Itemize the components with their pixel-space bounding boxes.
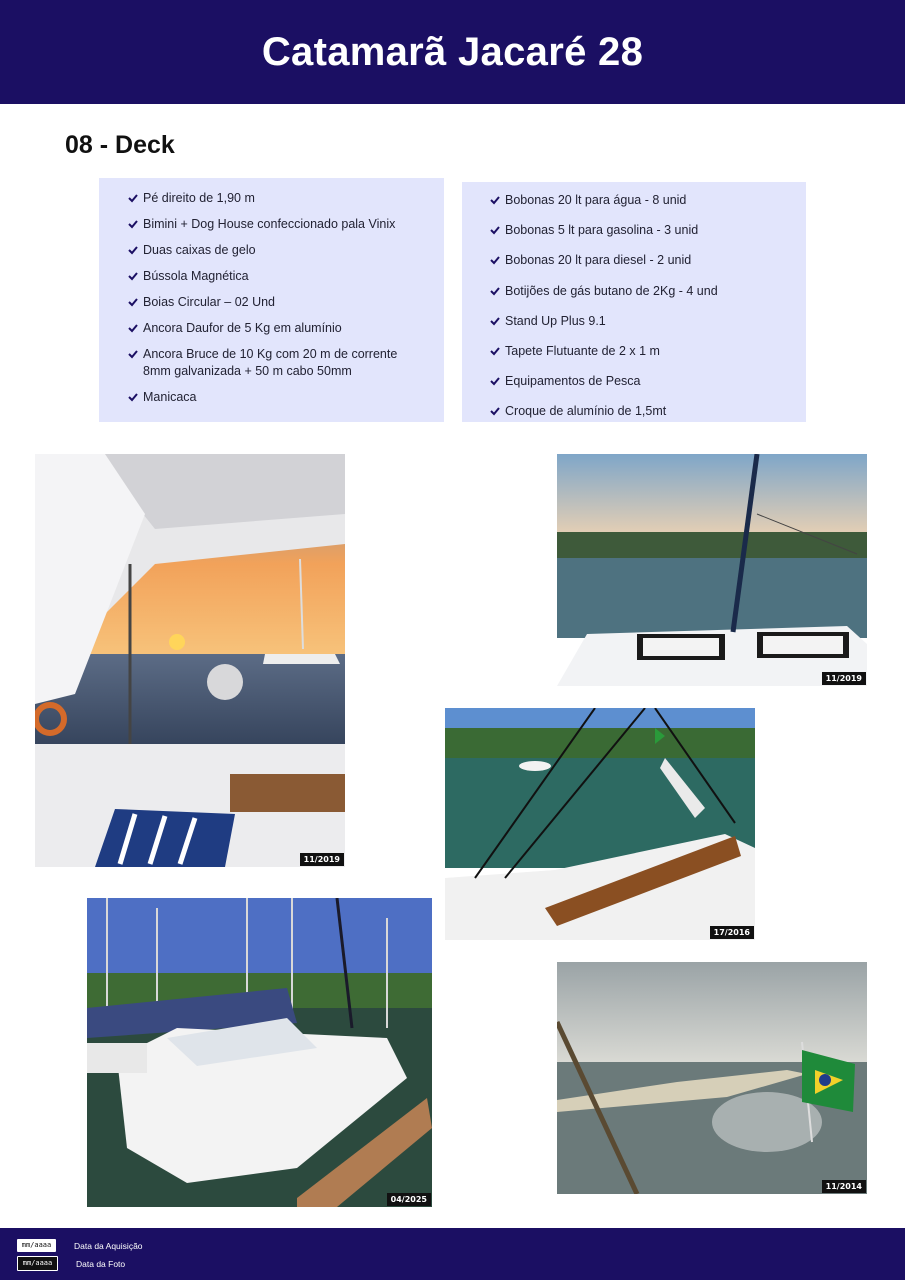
section-title: 08 - Deck <box>65 131 175 159</box>
check-icon <box>490 346 500 356</box>
legend-acquisition-date <box>17 1239 143 1252</box>
list-item: Croque de alumínio de 1,5mt <box>490 403 786 420</box>
list-item: Bobonas 20 lt para água - 8 unid <box>490 192 786 209</box>
list-item: Equipamentos de Pesca <box>490 373 786 390</box>
list-item: Botijões de gás butano de 2Kg - 4 und <box>490 283 786 300</box>
photo-bow-trampoline <box>557 454 867 686</box>
list-item: Ancora Daufor de 5 Kg em alumínio <box>128 320 424 337</box>
photo-catamaran-marina <box>87 898 432 1207</box>
check-icon <box>128 271 138 281</box>
photo-date-stamp: 11/2019 <box>300 853 344 866</box>
photo-sandbar-flag <box>557 962 867 1194</box>
legend-swatch: mm/aaaa <box>17 1239 56 1252</box>
photo-sunset-cockpit <box>35 454 345 867</box>
photo-date-stamp: 11/2019 <box>822 672 866 685</box>
equipment-list-right <box>462 182 806 422</box>
check-icon <box>128 297 138 307</box>
check-icon <box>128 349 138 359</box>
list-item: Pé direito de 1,90 m <box>128 190 424 207</box>
check-icon <box>490 286 500 296</box>
photo-date-stamp: 04/2025 <box>387 1193 431 1206</box>
list-item: Bobonas 20 lt para diesel - 2 unid <box>490 252 786 269</box>
legend-photo-date <box>17 1256 125 1271</box>
check-icon <box>490 406 500 416</box>
check-icon <box>128 193 138 203</box>
photo-date-stamp: 17/2016 <box>710 926 754 939</box>
list-item: Duas caixas de gelo <box>128 242 424 259</box>
list-item: Manicaca <box>128 389 424 406</box>
check-icon <box>128 219 138 229</box>
list-item: Tapete Flutuante de 2 x 1 m <box>490 343 786 360</box>
check-icon <box>128 392 138 402</box>
list-item: Stand Up Plus 9.1 <box>490 313 786 330</box>
check-icon <box>490 316 500 326</box>
equipment-list-left <box>99 178 444 422</box>
list-item: Boias Circular – 02 Und <box>128 294 424 311</box>
list-item: Bússola Magnética <box>128 268 424 285</box>
legend-swatch: mm/aaaa <box>17 1256 58 1271</box>
check-icon <box>490 195 500 205</box>
page-title: Catamarã Jacaré 28 <box>261 29 644 74</box>
photo-cockpit-bench <box>445 708 755 940</box>
list-item: Bimini + Dog House confeccionado pala Vinix <box>128 216 424 233</box>
legend-label: Data da Foto <box>76 1258 126 1269</box>
check-icon <box>490 376 500 386</box>
check-icon <box>128 245 138 255</box>
check-icon <box>490 255 500 265</box>
list-item: Bobonas 5 lt para gasolina - 3 unid <box>490 222 786 239</box>
check-icon <box>490 225 500 235</box>
photo-date-stamp: 11/2014 <box>822 1180 866 1193</box>
page-footer <box>0 1228 905 1280</box>
check-icon <box>128 323 138 333</box>
page-header <box>0 0 905 104</box>
list-item: Ancora Bruce de 10 Kg com 20 m de corrente 8mm galvanizada + 50 m cabo 50mm <box>128 346 424 380</box>
legend-label: Data da Aquisição <box>74 1240 143 1251</box>
